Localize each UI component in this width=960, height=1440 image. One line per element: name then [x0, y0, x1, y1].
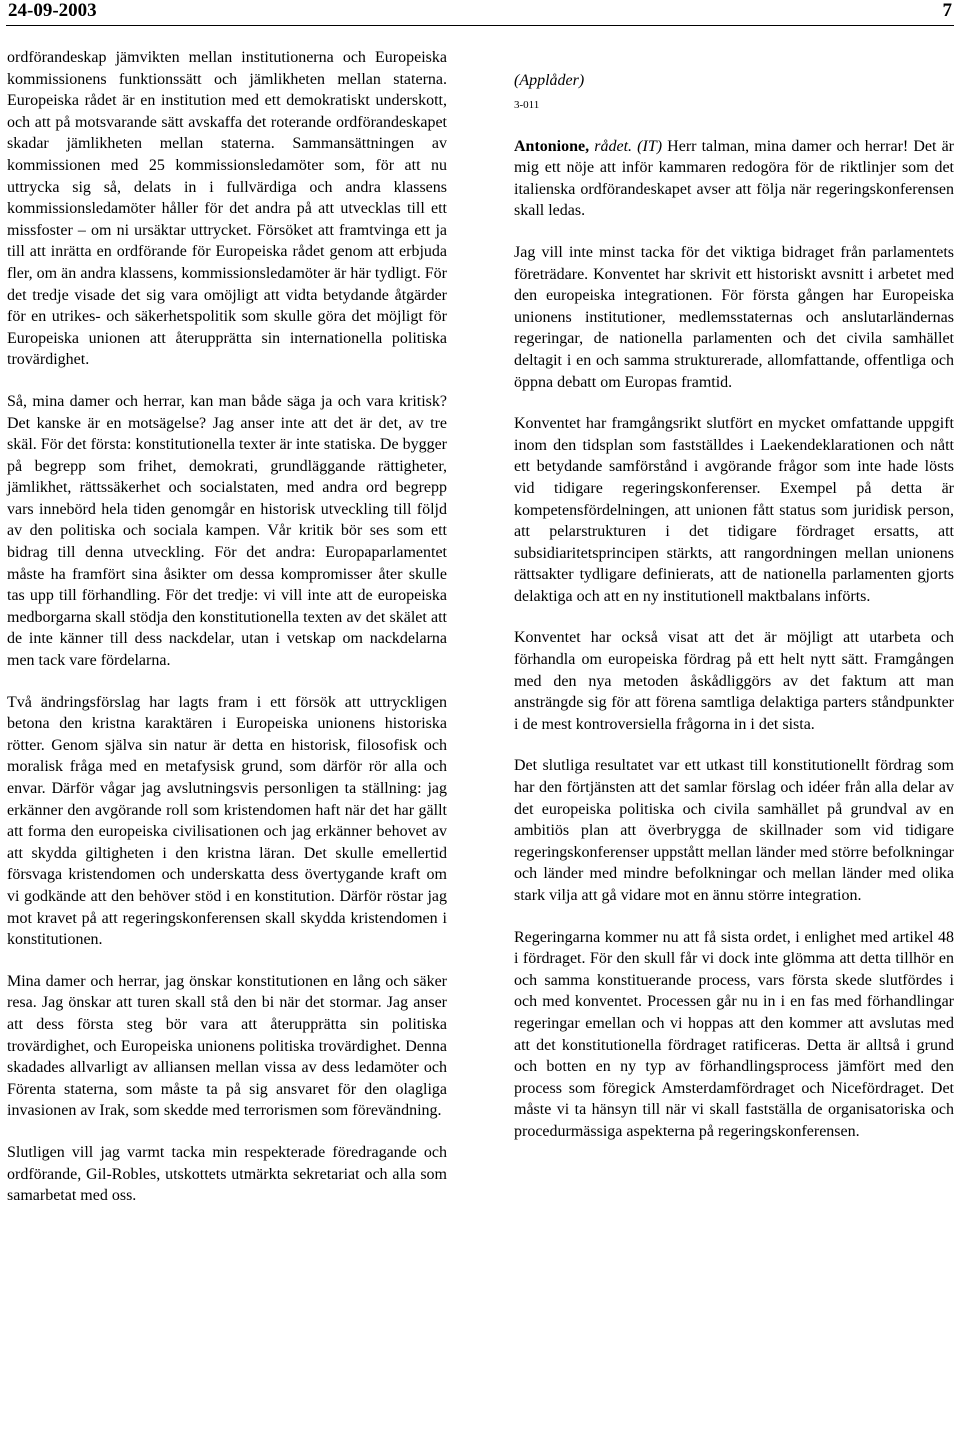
speaker-paragraph	[514, 136, 954, 222]
left-column	[7, 47, 447, 1227]
interjection-applause: (Applåder)	[514, 72, 585, 89]
left-paragraph-5: Slutligen vill jag varmt tacka min respekterade föredragande och ordförande, Gil-Robles, utskottets utmärkta sekretariat och alla som samarbetat med oss.	[7, 1143, 447, 1205]
left-paragraph-3: Två ändringsförslag har lagts fram i ett försök att uttryckligen betona den kristna karaktären i Europeiska unionens historiska rötter. Genom själva sin natur är detta en historisk, filosofisk och moralisk fråga med en metafysisk grund, som därför rör alla och envar. Därför vågar jag avslutningsvis personligen ta ställning: jag erkänner den avgörande roll som kristendomen haft när det har gällt att forma den europeiska civilisationen och jag erkänner behovet av att skydda giltigheten i den kristna läran. Det skulle emellertid försvaga kristendomen och underskatta dess övertygande kraft om vi godkände att den behöver stöd i en konstitution. Därför röstar jag mot kravet på att regeringskonferensen skall skydda kristendomen i konstitutionen.	[7, 693, 447, 949]
speaker-role: rådet.	[594, 137, 633, 155]
right-paragraph-4: Det slutliga resultatet var ett utkast till konstitutionellt fördrag som har den förtjänsten att det samlar förslag och idéer från alla delar av det europeiska politiska och civila samhället på grundval av en ambitiös plan att överbrygga de skillnader som vid tidigare regeringskonferenser uppstått mellan länder med större befolkningar och länder med mindre befolkningar och mellan länder med olika stark vilja att gå vidare mot en ännu större integration.	[514, 757, 954, 904]
speaker-opening-text: Herr talman, mina damer och herrar! Det är mig ett nöje att inför kammaren redogöra för de riktlinjer som det italienska ordförandeskapet avser att följa när regeringskonferensen skall ledas.	[514, 137, 955, 220]
page-number: 7	[942, 0, 952, 21]
left-paragraph-4: Mina damer och herrar, jag önskar konstitutionen en lång och säker resa. Jag önskar att turen skall stå den bi när det stormar. Jag anser att dess första steg bör vara att återupprätta sin politiska trovärdighet, och Europeiska unionens politiska trovärdighet. Denna skadades allvarligt av alliansen mellan vissa av dess ledamöter och Förenta staterna, som måste ta på sig ansvaret för den olagliga invasionen av Irak, som skedde med terrorismen som förevändning.	[7, 972, 447, 1120]
speech-code: 3-011	[514, 98, 540, 111]
speaker-language: (IT)	[637, 137, 663, 155]
right-column	[514, 47, 954, 1163]
left-paragraph-2: Så, mina damer och herrar, kan man både säga ja och vara kritisk? Det kanske är en motsägelse? Jag anser inte att det är det, av tre skäl. För det första: konstitutionella texter är inte statiska. De bygger på begrepp som frihet, demokrati, grundläggande rättigheter, jämlikhet, rättssäkerhet och socialstaten, med andra ord begrepp vars innebörd hela tiden genomgår en historisk utveckling till följd av den politiska och sociala kampen. Vår kritik bör ses som ett bidrag till denna utveckling. För det andra: Europaparlamentet måste ha framfört sina åsikter om dessa kompromisser åter skulle tas upp till förhandling. För det tredje: vi vill inte att de europeiska medborgarna skall stödja den konstitutionella texten av det skälet att de inte känner till dess nackdelar, utan i vetskap om nackdelarna men tack vare fördelarna.	[7, 392, 447, 670]
right-paragraph-1: Jag vill inte minst tacka för det viktiga bidraget från parlamentets företrädare. Konventet har skrivit ett historiskt avsnitt i arbetet med den europeiska integrationen. För första gången har Europeiska unionens institutioner, medlemsstaternas och anslutarländernas regeringar, de nationella parlamenten och det civila samhället deltagit i en och samma strukturerade, allomfattande, offentliga och öppna debatt om Europas framtid.	[514, 243, 954, 391]
header-date: 24-09-2003	[8, 0, 97, 21]
right-paragraph-5: Regeringarna kommer nu att få sista ordet, i enlighet med artikel 48 i fördraget. För den skull får vi dock inte glömma att detta tillhör en och samma konstituerande process, vars första skede slutfördes i och med konventet. Processen går nu in i en fas med förhandlingar regeringar emellan och vi hoppas att den kommer att avslutas med att det konstitutionella fördraget ratificeras. Detta är alltså i grund och botten en ny typ av förhandlingsprocess jämfört med den process som föregick Amsterdamfördraget och Nicefördraget. Det måste vi ta hänsyn till när vi skall fastställa de organisatoriska och procedurmässiga aspekterna på regeringskonferensen.	[514, 928, 954, 1140]
header-rule	[6, 25, 954, 26]
left-paragraph-1: ordförandeskap jämvikten mellan institutionerna och Europeiska kommissionens funktionssätt och jämlikheten mellan staterna. Europeiska rådet är en institution med ett demokratiskt underskott, och att på motsvarande sätt avskaffa det roterande ordförandeskapet skadar jämlikheten mellan staterna. Sammansättningen av kommissionen med 25 kommissionsledamöter som, för att nu uttrycka sig så, delats in i fullvärdiga och andra klassens kommissionsledamöter håller för det andra på att utvecklas till ett missfoster – om ni ursäktar uttrycket. Försöket att framtvinga ett ja till att inrätta en ordförande för Europeiska rådet genom att erbjuda fler, om än andra klassens, kommissionsledamöter är här tydligt. För det tredje visade det sig vara omöjligt att vidta betydande åtgärder för en utrikes- och säkerhetspolitik som skulle göra det möjligt för Europeiska unionen att återupprätta sin internationella politiska trovärdighet.	[7, 49, 447, 369]
right-paragraph-2: Konventet har framgångsrikt slutfört en mycket omfattande uppgift inom den tidsplan som fastställdes i Laekendeklarationen och nått ett betydande samförstånd i avgörande frågor som inte hade lösts vid tidigare regeringskonferenser. Exempel på detta är kompetensfördelningen, att unionen fått status som juridisk person, att pelarstrukturen i det tidigare fördraget ersatts, att subsidiaritetsprincipen stärkts, att rangordningen mellan unionens rättsakter tydligare definierats, att de nationella parlamenten gjorts delaktiga och att en ny institutionell maktbalans införts.	[514, 415, 954, 605]
speaker-name: Antonione,	[514, 137, 590, 155]
right-paragraph-3: Konventet har också visat att det är möjligt att utarbeta och förhandla om europeiska fördrag på ett helt nytt sätt. Framgången med den nya metoden åskådliggörs av det faktum att man ansträngde sig för att förena samtliga delaktiga parters ståndpunkter i de mest kontroversiella frågorna in i det sista.	[514, 629, 954, 733]
page-header	[8, 0, 952, 26]
